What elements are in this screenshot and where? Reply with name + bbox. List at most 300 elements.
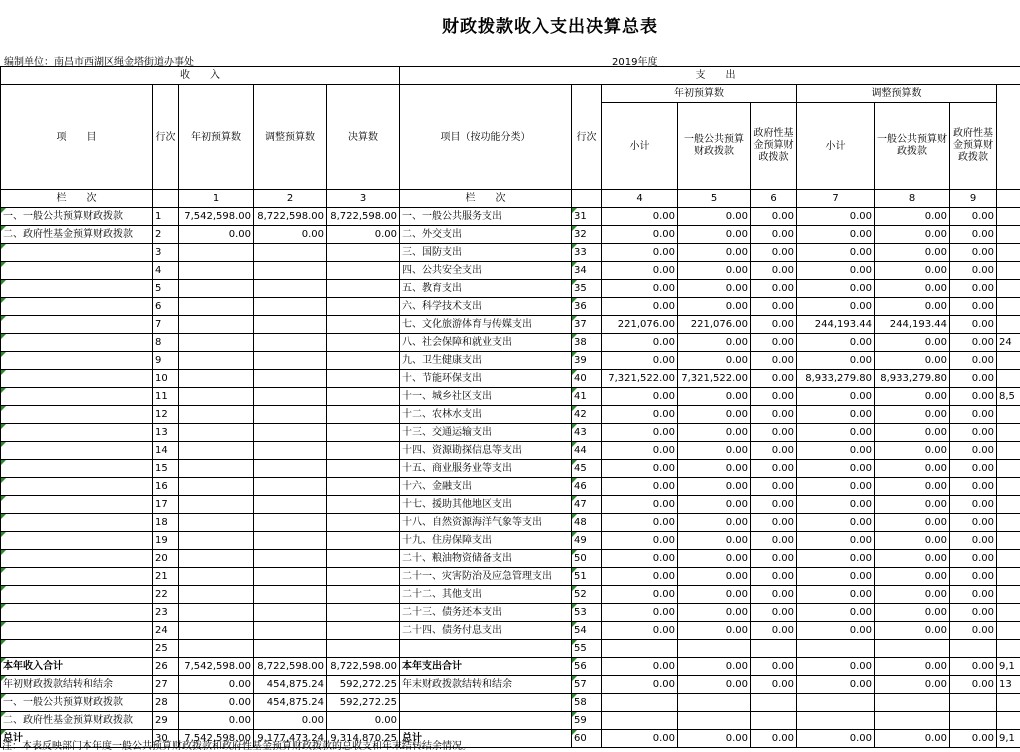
general2-value: 0.00	[875, 244, 950, 262]
subtotal-value: 0.00	[602, 730, 678, 748]
income-rowno: 16	[153, 478, 179, 496]
subtotal2-value: 0.00	[797, 262, 875, 280]
general-value: 0.00	[678, 514, 751, 532]
general2-value: 0.00	[875, 460, 950, 478]
gov-fund2-value: 0.00	[950, 208, 997, 226]
income-item: 一、一般公共预算财政拨款	[1, 694, 153, 712]
subtotal-value: 0.00	[602, 280, 678, 298]
expense-rowno: 34	[572, 262, 602, 280]
general2-value: 0.00	[875, 496, 950, 514]
subtotal-value: 0.00	[602, 334, 678, 352]
cut-value: 9,1	[997, 730, 1020, 748]
general-value: 0.00	[678, 406, 751, 424]
gov-fund-value: 0.00	[751, 424, 797, 442]
initial-budget-value	[179, 442, 254, 460]
table-row	[1, 478, 1020, 496]
gov-fund2-value: 0.00	[950, 460, 997, 478]
cut-value	[997, 712, 1020, 730]
adjusted-budget-value	[254, 640, 327, 658]
expense-rowno: 36	[572, 298, 602, 316]
subtotal2-value: 0.00	[797, 730, 875, 748]
gov-fund-value: 0.00	[751, 622, 797, 640]
general2-value	[875, 712, 950, 730]
gov-fund-value: 0.00	[751, 406, 797, 424]
expense-item: 十一、城乡社区支出	[400, 388, 572, 406]
adjusted-budget-value: 454,875.24	[254, 694, 327, 712]
adjusted-budget-value: 8,722,598.00	[254, 658, 327, 676]
general-value: 0.00	[678, 658, 751, 676]
subtotal-value: 0.00	[602, 478, 678, 496]
income-item	[1, 568, 153, 586]
table-row	[1, 658, 1020, 676]
expense-rowno: 43	[572, 424, 602, 442]
adjusted-budget-value: 0.00	[254, 226, 327, 244]
subtotal-value: 0.00	[602, 388, 678, 406]
general-value	[678, 640, 751, 658]
income-rowno: 5	[153, 280, 179, 298]
income-rowno: 29	[153, 712, 179, 730]
initial-budget-value	[179, 388, 254, 406]
gov-fund2-value: 0.00	[950, 550, 997, 568]
general-value: 0.00	[678, 298, 751, 316]
table-row	[1, 208, 1020, 226]
adjusted-budget-value	[254, 442, 327, 460]
cut-value	[997, 208, 1020, 226]
expense-item: 十七、援助其他地区支出	[400, 496, 572, 514]
expense-rowno: 57	[572, 676, 602, 694]
subtotal2-value: 0.00	[797, 388, 875, 406]
income-item	[1, 550, 153, 568]
general-header: 一般公共预算财政拨款	[678, 103, 751, 190]
gov-fund2-value: 0.00	[950, 244, 997, 262]
table-row	[1, 676, 1020, 694]
initial-budget-value	[179, 334, 254, 352]
expense-rowno: 39	[572, 352, 602, 370]
cut-value	[997, 442, 1020, 460]
gov-fund-value: 0.00	[751, 316, 797, 334]
table-row	[1, 496, 1020, 514]
expense-item: 三、国防支出	[400, 244, 572, 262]
initial-budget-value	[179, 604, 254, 622]
income-item: 本年收入合计	[1, 658, 153, 676]
subtotal2-value: 0.00	[797, 622, 875, 640]
general-value: 0.00	[678, 550, 751, 568]
income-item	[1, 334, 153, 352]
general2-value: 0.00	[875, 388, 950, 406]
income-item	[1, 370, 153, 388]
gov-fund-value: 0.00	[751, 676, 797, 694]
general2-value: 0.00	[875, 550, 950, 568]
final-value	[327, 604, 400, 622]
cut-value	[997, 622, 1020, 640]
initial-budget-value	[179, 316, 254, 334]
general2-value: 0.00	[875, 622, 950, 640]
general-value: 0.00	[678, 424, 751, 442]
expense-item	[400, 640, 572, 658]
general2-value: 0.00	[875, 604, 950, 622]
initial-budget-value	[179, 622, 254, 640]
subtotal-value	[602, 694, 678, 712]
general2-header: 一般公共预算财政拨款	[875, 103, 950, 190]
final-value: 0.00	[327, 226, 400, 244]
gov-fund2-value: 0.00	[950, 478, 997, 496]
final-value	[327, 622, 400, 640]
final-value: 0.00	[327, 712, 400, 730]
table-row	[1, 388, 1020, 406]
gov-fund-value	[751, 712, 797, 730]
general-value: 0.00	[678, 496, 751, 514]
adjusted-budget-value	[254, 424, 327, 442]
expense-item: 四、公共安全支出	[400, 262, 572, 280]
cut-value: 8,5	[997, 388, 1020, 406]
subtotal-header: 小计	[602, 103, 678, 190]
initial-budget-value	[179, 640, 254, 658]
expense-rowno: 56	[572, 658, 602, 676]
func-item-header: 项目（按功能分类）	[400, 85, 572, 190]
general2-value: 0.00	[875, 568, 950, 586]
general2-value: 0.00	[875, 406, 950, 424]
final-value	[327, 442, 400, 460]
expense-item: 六、科学技术支出	[400, 298, 572, 316]
subtotal2-value	[797, 694, 875, 712]
expense-rowno: 37	[572, 316, 602, 334]
general2-value: 0.00	[875, 532, 950, 550]
gov-fund2-value: 0.00	[950, 658, 997, 676]
income-item: 总计	[1, 730, 153, 748]
income-rowno: 18	[153, 514, 179, 532]
subtotal-value: 0.00	[602, 658, 678, 676]
general-value: 0.00	[678, 442, 751, 460]
gov-fund-value: 0.00	[751, 568, 797, 586]
general-value: 0.00	[678, 208, 751, 226]
table-row	[1, 460, 1020, 478]
cut-value	[997, 604, 1020, 622]
gov-fund-value: 0.00	[751, 208, 797, 226]
gov-fund2-value: 0.00	[950, 442, 997, 460]
gov-fund-value: 0.00	[751, 514, 797, 532]
final-value	[327, 352, 400, 370]
adjusted-budget-value	[254, 586, 327, 604]
subtotal2-value: 0.00	[797, 280, 875, 298]
income-rowno: 2	[153, 226, 179, 244]
gov-fund2-value: 0.00	[950, 604, 997, 622]
final-value: 592,272.25	[327, 694, 400, 712]
subtotal-value: 0.00	[602, 568, 678, 586]
subtotal-value: 0.00	[602, 244, 678, 262]
general-value: 221,076.00	[678, 316, 751, 334]
income-item	[1, 262, 153, 280]
income-rowno: 13	[153, 424, 179, 442]
cut-value	[997, 694, 1020, 712]
cut-value	[997, 514, 1020, 532]
table-row	[1, 586, 1020, 604]
table-row	[1, 352, 1020, 370]
expense-item: 总计	[400, 730, 572, 748]
expense-rowno: 51	[572, 568, 602, 586]
initial-budget-value	[179, 424, 254, 442]
general-value: 0.00	[678, 262, 751, 280]
final-value	[327, 550, 400, 568]
initial-budget-value	[179, 280, 254, 298]
column-index-row: 栏 次 1 2 3 栏 次 4 5 6 7 8 9	[1, 190, 1020, 208]
expense-rowno: 53	[572, 604, 602, 622]
cut-value	[997, 550, 1020, 568]
subtotal2-value: 0.00	[797, 352, 875, 370]
expense-rowno: 54	[572, 622, 602, 640]
expense-item: 一、一般公共服务支出	[400, 208, 572, 226]
expense-item: 十八、自然资源海洋气象等支出	[400, 514, 572, 532]
cut-value	[997, 478, 1020, 496]
subtotal-value: 0.00	[602, 622, 678, 640]
expense-item	[400, 712, 572, 730]
expense-rowno: 50	[572, 550, 602, 568]
general2-value: 0.00	[875, 514, 950, 532]
income-rowno: 14	[153, 442, 179, 460]
general2-value: 8,933,279.80	[875, 370, 950, 388]
subtotal2-value	[797, 712, 875, 730]
income-rowno: 3	[153, 244, 179, 262]
expense-rowno: 40	[572, 370, 602, 388]
gov-fund-value: 0.00	[751, 460, 797, 478]
income-rowno: 12	[153, 406, 179, 424]
subtotal-value: 0.00	[602, 676, 678, 694]
gov-fund2-value: 0.00	[950, 676, 997, 694]
income-item	[1, 496, 153, 514]
income-item	[1, 424, 153, 442]
income-rowno: 24	[153, 622, 179, 640]
general2-value: 0.00	[875, 334, 950, 352]
table-row	[1, 622, 1020, 640]
general2-value: 0.00	[875, 352, 950, 370]
expense-item: 五、教育支出	[400, 280, 572, 298]
income-rowno: 15	[153, 460, 179, 478]
income-rowno: 28	[153, 694, 179, 712]
subtotal-value: 0.00	[602, 496, 678, 514]
subtotal2-value: 0.00	[797, 298, 875, 316]
income-item	[1, 640, 153, 658]
general-value: 0.00	[678, 676, 751, 694]
subtotal-value: 0.00	[602, 424, 678, 442]
income-rowno: 8	[153, 334, 179, 352]
income-rowno: 26	[153, 658, 179, 676]
income-item	[1, 352, 153, 370]
expense-rowno: 60	[572, 730, 602, 748]
expense-rowno: 42	[572, 406, 602, 424]
adjusted-budget-value	[254, 244, 327, 262]
gov-fund2-value: 0.00	[950, 388, 997, 406]
general-value: 0.00	[678, 352, 751, 370]
adjusted-budget-value	[254, 514, 327, 532]
income-item	[1, 460, 153, 478]
subtotal2-value: 0.00	[797, 478, 875, 496]
general-value: 0.00	[678, 334, 751, 352]
table-body	[1, 208, 1020, 748]
subtotal2-value	[797, 640, 875, 658]
general2-value: 0.00	[875, 208, 950, 226]
income-item	[1, 478, 153, 496]
subtotal2-value: 0.00	[797, 226, 875, 244]
adjusted-budget-value	[254, 370, 327, 388]
income-rowno: 4	[153, 262, 179, 280]
cut-value: 9,1	[997, 658, 1020, 676]
expense-item: 八、社会保障和就业支出	[400, 334, 572, 352]
subtotal-value: 0.00	[602, 298, 678, 316]
gov-fund-value: 0.00	[751, 532, 797, 550]
subtotal-value: 0.00	[602, 442, 678, 460]
expense-rowno: 47	[572, 496, 602, 514]
final-value	[327, 334, 400, 352]
adjusted-budget-value: 0.00	[254, 712, 327, 730]
final-value	[327, 568, 400, 586]
general2-value: 0.00	[875, 730, 950, 748]
table-row	[1, 370, 1020, 388]
expense-header: 支 出	[400, 67, 1020, 85]
subtotal-value: 0.00	[602, 460, 678, 478]
final-value	[327, 460, 400, 478]
initial-budget-value: 7,542,598.00	[179, 208, 254, 226]
expense-item: 十六、金融支出	[400, 478, 572, 496]
gov-fund-value: 0.00	[751, 352, 797, 370]
initial-budget-header: 年初预算数	[179, 85, 254, 190]
subtotal-value: 0.00	[602, 550, 678, 568]
general-value: 0.00	[678, 244, 751, 262]
expense-rowno: 32	[572, 226, 602, 244]
gov-fund-value	[751, 640, 797, 658]
adjusted-budget-value	[254, 334, 327, 352]
income-rowno: 10	[153, 370, 179, 388]
cut-value	[997, 352, 1020, 370]
table-row	[1, 244, 1020, 262]
income-rowno: 9	[153, 352, 179, 370]
gov-fund-value: 0.00	[751, 442, 797, 460]
table-row	[1, 262, 1020, 280]
income-rowno: 22	[153, 586, 179, 604]
gov-fund-value: 0.00	[751, 334, 797, 352]
initial-budget-value	[179, 496, 254, 514]
gov-fund-value: 0.00	[751, 550, 797, 568]
table-row	[1, 694, 1020, 712]
table-row	[1, 316, 1020, 334]
expense-item	[400, 694, 572, 712]
subtotal2-value: 8,933,279.80	[797, 370, 875, 388]
group-adjusted-header: 调整预算数	[797, 85, 997, 103]
expense-item: 二十二、其他支出	[400, 586, 572, 604]
final-value: 8,722,598.00	[327, 658, 400, 676]
cut-value	[997, 406, 1020, 424]
expense-item: 十、节能环保支出	[400, 370, 572, 388]
expense-item: 年末财政拨款结转和结余	[400, 676, 572, 694]
cut-value	[997, 244, 1020, 262]
gov-fund2-value: 0.00	[950, 568, 997, 586]
income-rowno: 23	[153, 604, 179, 622]
cut-value	[997, 298, 1020, 316]
expense-rowno: 58	[572, 694, 602, 712]
gov-fund-value: 0.00	[751, 730, 797, 748]
expense-item: 十九、住房保障支出	[400, 532, 572, 550]
subtotal-value: 0.00	[602, 208, 678, 226]
cut-value	[997, 316, 1020, 334]
gov-fund2-value: 0.00	[950, 622, 997, 640]
cut-value: 24	[997, 334, 1020, 352]
gov-fund-value: 0.00	[751, 244, 797, 262]
cut-value	[997, 586, 1020, 604]
adjusted-budget-value	[254, 388, 327, 406]
adjusted-budget-value	[254, 532, 327, 550]
general-value: 0.00	[678, 532, 751, 550]
general-value: 0.00	[678, 280, 751, 298]
final-value	[327, 496, 400, 514]
final-value	[327, 406, 400, 424]
final-value	[327, 640, 400, 658]
gov-fund-value: 0.00	[751, 586, 797, 604]
final-value	[327, 532, 400, 550]
income-item: 二、政府性基金预算财政拨款	[1, 712, 153, 730]
initial-budget-value: 0.00	[179, 226, 254, 244]
gov-fund-value: 0.00	[751, 388, 797, 406]
expense-item: 七、文化旅游体育与传媒支出	[400, 316, 572, 334]
gov-fund2-value: 0.00	[950, 730, 997, 748]
general-value	[678, 694, 751, 712]
general2-value: 0.00	[875, 280, 950, 298]
final-value: 8,722,598.00	[327, 208, 400, 226]
final-value	[327, 478, 400, 496]
cut-value	[997, 424, 1020, 442]
gov-fund2-value: 0.00	[950, 262, 997, 280]
gov-fund-value: 0.00	[751, 280, 797, 298]
subtotal2-value: 0.00	[797, 460, 875, 478]
income-item	[1, 406, 153, 424]
table-row	[1, 334, 1020, 352]
initial-budget-value	[179, 586, 254, 604]
income-item	[1, 532, 153, 550]
adjusted-budget-value	[254, 352, 327, 370]
expense-item: 九、卫生健康支出	[400, 352, 572, 370]
cut-value	[997, 280, 1020, 298]
expense-item: 二十一、灾害防治及应急管理支出	[400, 568, 572, 586]
general-value: 0.00	[678, 622, 751, 640]
group-initial-header: 年初预算数	[602, 85, 797, 103]
income-item	[1, 442, 153, 460]
subtotal2-value: 0.00	[797, 514, 875, 532]
subtotal-value: 7,321,522.00	[602, 370, 678, 388]
expense-rowno: 59	[572, 712, 602, 730]
income-item: 年初财政拨款结转和结余	[1, 676, 153, 694]
general-value: 0.00	[678, 730, 751, 748]
cut-value	[997, 460, 1020, 478]
subtotal2-value: 0.00	[797, 208, 875, 226]
income-item	[1, 514, 153, 532]
gov-fund2-value	[950, 640, 997, 658]
income-item: 二、政府性基金预算财政拨款	[1, 226, 153, 244]
expense-item: 二十、粮油物资储备支出	[400, 550, 572, 568]
expense-item: 本年支出合计	[400, 658, 572, 676]
income-item	[1, 280, 153, 298]
income-rowno: 21	[153, 568, 179, 586]
initial-budget-value	[179, 262, 254, 280]
gov-fund-value: 0.00	[751, 496, 797, 514]
final-value	[327, 586, 400, 604]
table-row	[1, 604, 1020, 622]
cut-header	[997, 85, 1020, 190]
final-header: 决算数	[327, 85, 400, 190]
general2-value: 0.00	[875, 478, 950, 496]
expense-item: 二十三、债务还本支出	[400, 604, 572, 622]
expense-item: 二、外交支出	[400, 226, 572, 244]
general-value: 0.00	[678, 478, 751, 496]
general2-value: 0.00	[875, 226, 950, 244]
expense-item: 十四、资源勘探信息等支出	[400, 442, 572, 460]
cut-value	[997, 370, 1020, 388]
